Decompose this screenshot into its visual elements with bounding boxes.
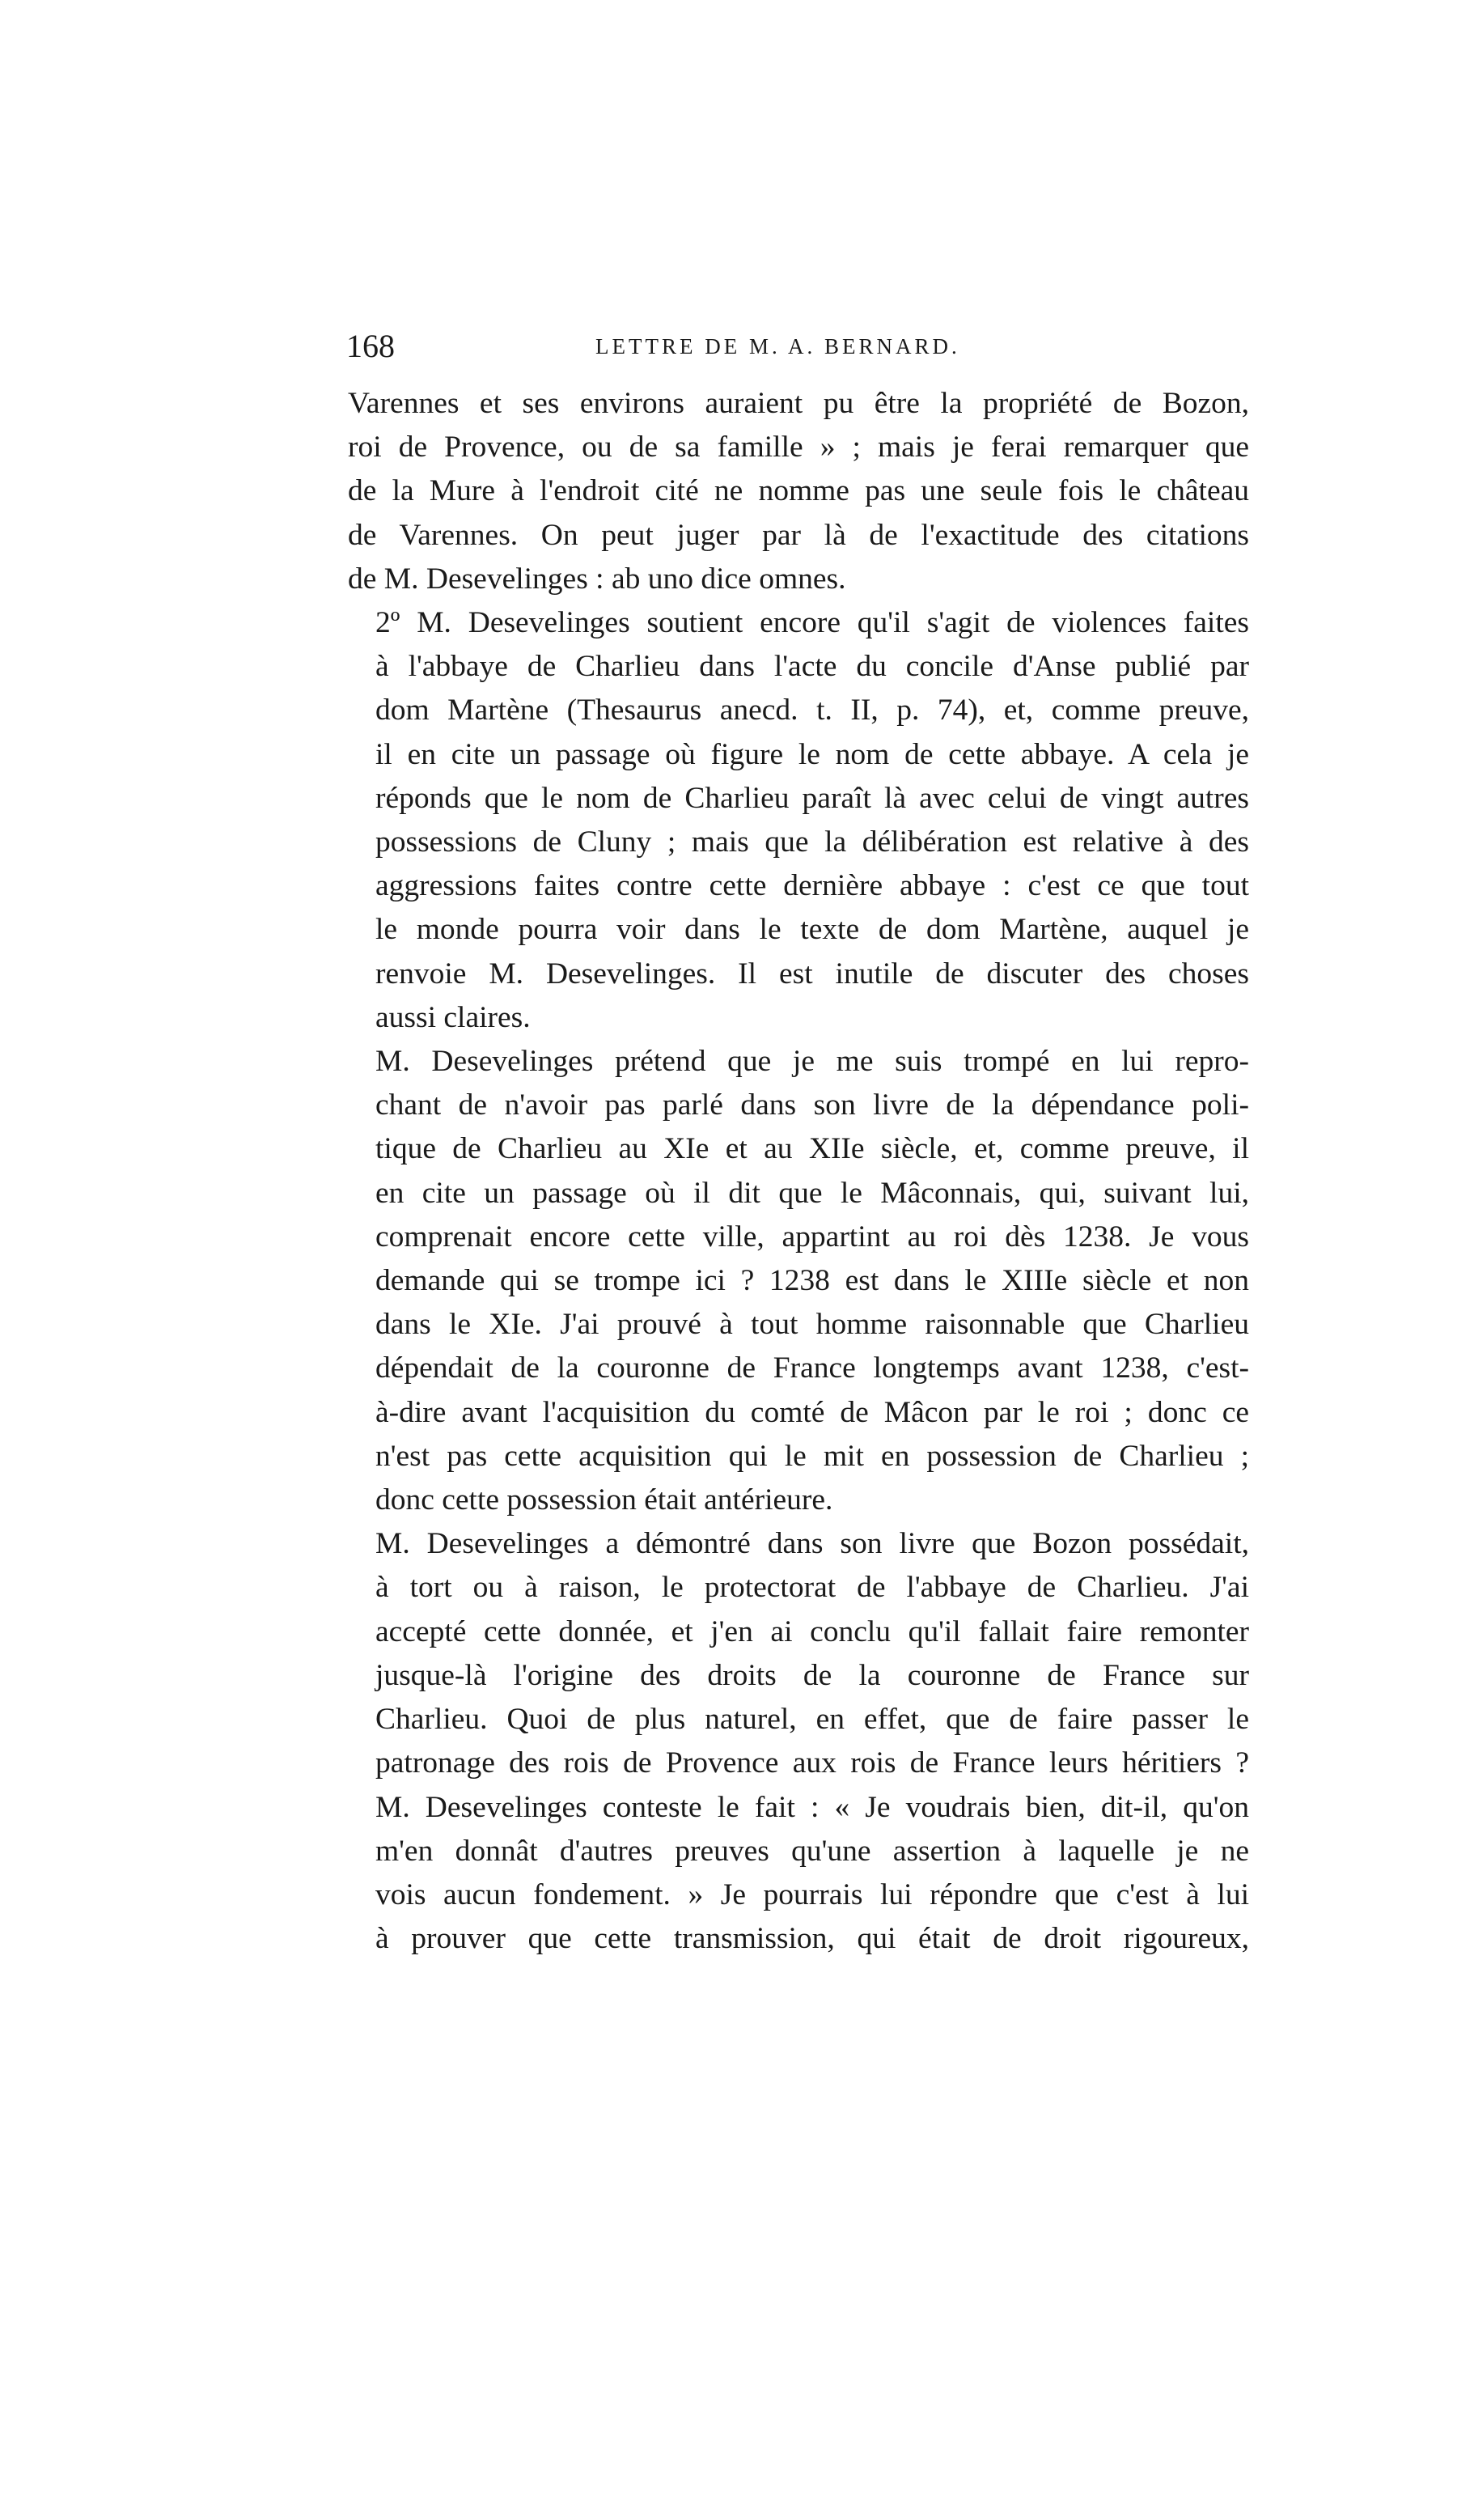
text-line: à prouver que cette transmission, qui était de droit rigoureux, xyxy=(375,1922,1249,1956)
text-line: aussi claires. xyxy=(375,1000,531,1034)
text-line: chant de n'avoir pas parlé dans son livre de la dépendance poli- xyxy=(375,1088,1249,1122)
text-line: Varennes et ses environs auraient pu être la propriété de Bozon, xyxy=(348,387,1249,420)
text-line: dom Martène (Thesaurus anecd. t. II, p. 74), et, comme preuve, xyxy=(375,694,1249,728)
text-line: dans le XIe. J'ai prouvé à tout homme raisonnable que Charlieu xyxy=(375,1308,1249,1342)
text-line: il en cite un passage où figure le nom de cette abbaye. A cela je xyxy=(375,737,1249,771)
text-line: jusque-là l'origine des droits de la couronne de France sur xyxy=(375,1658,1249,1692)
text-line: le monde pourra voir dans le texte de dom Martène, auquel je xyxy=(375,913,1249,947)
text-line: M. Desevelinges a démontré dans son livre que Bozon possédait, xyxy=(375,1527,1249,1561)
text-line: vois aucun fondement. » Je pourrais lui répondre que c'est à lui xyxy=(375,1877,1249,1911)
text-line: m'en donnât d'autres preuves qu'une assertion à laquelle je ne xyxy=(375,1834,1249,1868)
text-line: à tort ou à raison, le protectorat de l'abbaye de Charlieu. J'ai xyxy=(375,1571,1249,1605)
text-line: de Varennes. On peut juger par là de l'exactitude des citations xyxy=(348,518,1249,552)
paragraph-1 xyxy=(348,382,1249,601)
text-line: 2º M. Desevelinges soutient encore qu'il s'agit de violences faites xyxy=(375,606,1249,640)
text-line: demande qui se trompe ici ? 1238 est dans le XIIIe siècle et non xyxy=(375,1264,1249,1298)
paragraph-3 xyxy=(348,1040,1249,1522)
text-line: possessions de Cluny ; mais que la délibération est relative à des xyxy=(375,825,1249,859)
text-line: tique de Charlieu au XIe et au XIIe siècle, et, comme preuve, il xyxy=(375,1132,1249,1166)
text-line: patronage des rois de Provence aux rois de France leurs héritiers ? xyxy=(375,1746,1249,1780)
text-line: M. Desevelinges prétend que je me suis trompé en lui repro- xyxy=(375,1045,1249,1079)
text-line: Charlieu. Quoi de plus naturel, en effet, que de faire passer le xyxy=(375,1703,1249,1737)
paragraph-4 xyxy=(348,1522,1249,1961)
text-line: à l'abbaye de Charlieu dans l'acte du concile d'Anse publié par xyxy=(375,650,1249,684)
text-line: n'est pas cette acquisition qui le mit en possession de Charlieu ; xyxy=(375,1439,1249,1473)
running-title: LETTRE DE M. A. BERNARD. xyxy=(595,334,960,358)
text-line: comprenait encore cette ville, appartint au roi dès 1238. Je vous xyxy=(375,1220,1249,1254)
text-line: renvoie M. Desevelinges. Il est inutile de discuter des choses xyxy=(375,957,1249,991)
text-line: accepté cette donnée, et j'en ai conclu qu'il fallait faire remonter xyxy=(375,1614,1249,1648)
text-line: en cite un passage où il dit que le Mâconnais, qui, suivant lui, xyxy=(375,1176,1249,1210)
text-line: roi de Provence, ou de sa famille » ; mais je ferai remarquer que xyxy=(348,431,1249,465)
page-header xyxy=(346,322,1249,371)
body-text xyxy=(348,382,1249,1961)
text-line: de la Mure à l'endroit cité ne nomme pas une seule fois le château xyxy=(348,474,1249,508)
text-line: à-dire avant l'acquisition du comté de Mâcon par le roi ; donc ce xyxy=(375,1395,1249,1429)
text-line: donc cette possession était antérieure. xyxy=(375,1483,833,1517)
text-line: aggressions faites contre cette dernière abbaye : c'est ce que tout xyxy=(375,869,1249,903)
text-line: dépendait de la couronne de France longtemps avant 1238, c'est- xyxy=(375,1351,1249,1385)
page-number: 168 xyxy=(346,328,395,364)
text-line: de M. Desevelinges : ab uno dice omnes. xyxy=(348,562,846,596)
text-line: réponds que le nom de Charlieu paraît là avec celui de vingt autres xyxy=(375,781,1249,815)
text-line: M. Desevelinges conteste le fait : « Je voudrais bien, dit-il, qu'on xyxy=(375,1790,1249,1824)
paragraph-2 xyxy=(348,601,1249,1040)
